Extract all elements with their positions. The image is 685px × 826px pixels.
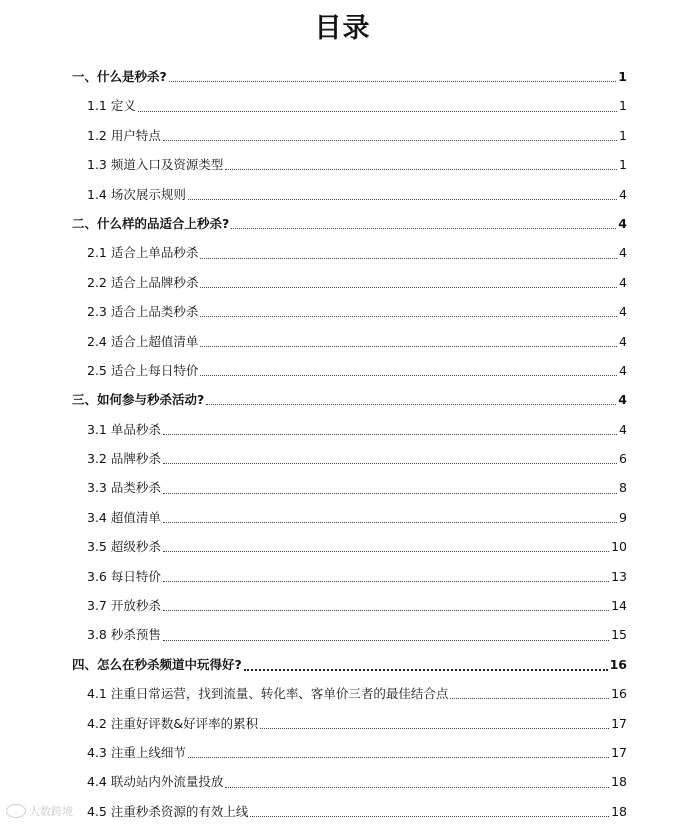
toc-page-number: 16 xyxy=(609,656,627,672)
toc-page-number: 4 xyxy=(619,274,627,290)
toc-dot-leader xyxy=(260,728,609,729)
toc-entry-label: 2.4 适合上超值清单 xyxy=(87,333,199,349)
toc-entry-label: 3.5 超级秒杀 xyxy=(87,539,161,555)
toc-entry-label: 二、什么样的品适合上秒杀? xyxy=(72,215,230,231)
toc-page-number: 17 xyxy=(611,744,627,760)
table-of-contents xyxy=(72,62,627,826)
toc-section-entry[interactable] xyxy=(72,532,627,561)
toc-chapter-entry[interactable] xyxy=(72,385,627,414)
toc-section-entry[interactable] xyxy=(72,91,627,120)
toc-dot-leader xyxy=(163,581,609,582)
toc-dot-leader xyxy=(163,551,609,552)
toc-entry-label: 3.3 品类秒杀 xyxy=(87,480,161,496)
toc-dot-leader xyxy=(200,346,617,347)
toc-dot-leader xyxy=(225,787,609,788)
toc-dot-leader xyxy=(163,640,609,641)
toc-page-number: 4 xyxy=(619,186,627,202)
toc-entry-label: 三、如何参与秒杀活动? xyxy=(72,392,205,408)
toc-section-entry[interactable] xyxy=(72,415,627,444)
toc-entry-label: 3.8 秒杀预售 xyxy=(87,627,161,643)
toc-section-entry[interactable] xyxy=(72,591,627,620)
toc-section-entry[interactable] xyxy=(72,356,627,385)
toc-entry-label: 1.1 定义 xyxy=(87,98,136,114)
toc-dot-leader xyxy=(163,610,609,611)
toc-dot-leader xyxy=(169,81,617,82)
toc-page-number: 4 xyxy=(619,362,627,378)
toc-entry-label: 3.2 品牌秒杀 xyxy=(87,451,161,467)
toc-dot-leader xyxy=(200,258,617,259)
toc-entry-label: 2.3 适合上品类秒杀 xyxy=(87,304,199,320)
toc-page-number: 4 xyxy=(619,304,627,320)
toc-entry-label: 2.2 适合上品牌秒杀 xyxy=(87,274,199,290)
watermark xyxy=(6,803,73,819)
toc-entry-label: 3.7 开放秒杀 xyxy=(87,598,161,614)
toc-dot-leader xyxy=(200,375,617,376)
toc-dot-leader xyxy=(163,493,617,494)
toc-dot-leader xyxy=(200,287,617,288)
toc-page-number: 1 xyxy=(619,157,627,173)
toc-page-number: 13 xyxy=(611,568,627,584)
toc-section-entry[interactable] xyxy=(72,444,627,473)
toc-dot-leader xyxy=(138,111,617,112)
toc-dot-leader xyxy=(244,669,608,671)
toc-page-number: 8 xyxy=(619,480,627,496)
toc-dot-leader xyxy=(231,228,616,229)
toc-chapter-entry[interactable] xyxy=(72,650,627,679)
toc-dot-leader xyxy=(163,522,617,523)
toc-section-entry[interactable] xyxy=(72,738,627,767)
toc-page-number: 1 xyxy=(618,69,627,84)
toc-dot-leader xyxy=(250,816,609,817)
toc-page-number: 4 xyxy=(619,333,627,349)
toc-section-entry[interactable] xyxy=(72,238,627,267)
toc-page-number: 14 xyxy=(611,598,627,614)
toc-page-number: 4 xyxy=(619,245,627,261)
toc-entry-label: 1.2 用户特点 xyxy=(87,127,161,143)
toc-page-number: 4 xyxy=(618,392,627,408)
toc-page-number: 1 xyxy=(619,127,627,143)
toc-section-entry[interactable] xyxy=(72,150,627,179)
toc-section-entry[interactable] xyxy=(72,767,627,796)
toc-section-entry[interactable] xyxy=(72,180,627,209)
toc-entry-label: 3.6 每日特价 xyxy=(87,568,161,584)
toc-entry-label: 2.1 适合上单品秒杀 xyxy=(87,245,199,261)
toc-page-number: 4 xyxy=(618,215,627,231)
toc-dot-leader xyxy=(225,169,617,170)
toc-section-entry[interactable] xyxy=(72,620,627,649)
toc-page-number: 18 xyxy=(611,803,627,819)
toc-dot-leader xyxy=(188,757,609,758)
toc-page-number: 17 xyxy=(611,715,627,731)
toc-page-number: 18 xyxy=(611,774,627,790)
toc-entry-label: 4.5 注重秒杀资源的有效上线 xyxy=(87,803,249,819)
toc-dot-leader xyxy=(450,698,609,699)
toc-page-number: 16 xyxy=(611,686,627,702)
watermark-text: 大数跨境 xyxy=(29,805,73,818)
toc-entry-label: 4.1 注重日常运营，找到流量、转化率、客单价三者的最佳结合点 xyxy=(87,686,449,702)
toc-dot-leader xyxy=(163,434,617,435)
toc-dot-leader xyxy=(200,316,617,317)
toc-section-entry[interactable] xyxy=(72,268,627,297)
toc-section-entry[interactable] xyxy=(72,679,627,708)
toc-page-number: 1 xyxy=(619,98,627,114)
toc-chapter-entry[interactable] xyxy=(72,62,627,91)
toc-entry-label: 2.5 适合上每日特价 xyxy=(87,362,199,378)
toc-section-entry[interactable] xyxy=(72,473,627,502)
toc-section-entry[interactable] xyxy=(72,503,627,532)
toc-entry-label: 一、什么是秒杀? xyxy=(72,69,167,84)
toc-dot-leader xyxy=(206,404,616,405)
toc-dot-leader xyxy=(163,140,617,141)
toc-section-entry[interactable] xyxy=(72,797,627,826)
toc-dot-leader xyxy=(188,199,617,200)
toc-section-entry[interactable] xyxy=(72,297,627,326)
toc-chapter-entry[interactable] xyxy=(72,209,627,238)
toc-entry-label: 1.4 场次展示规则 xyxy=(87,186,186,202)
toc-page-number: 6 xyxy=(619,451,627,467)
toc-page-number: 10 xyxy=(611,539,627,555)
toc-entry-label: 4.2 注重好评数&好评率的累积 xyxy=(87,715,259,731)
toc-entry-label: 3.1 单品秒杀 xyxy=(87,421,161,437)
brand-logo-icon xyxy=(6,804,26,818)
toc-entry-label: 1.3 频道入口及资源类型 xyxy=(87,157,224,173)
toc-page-number: 15 xyxy=(611,627,627,643)
toc-dot-leader xyxy=(163,463,617,464)
toc-entry-label: 四、怎么在秒杀频道中玩得好? xyxy=(72,656,242,672)
toc-section-entry[interactable] xyxy=(72,327,627,356)
toc-section-entry[interactable] xyxy=(72,562,627,591)
toc-entry-label: 3.4 超值清单 xyxy=(87,509,161,525)
toc-entry-label: 4.4 联动站内外流量投放 xyxy=(87,774,224,790)
page-title: 目录 xyxy=(314,13,371,44)
toc-section-entry[interactable] xyxy=(72,709,627,738)
toc-entry-label: 4.3 注重上线细节 xyxy=(87,744,186,760)
toc-section-entry[interactable] xyxy=(72,121,627,150)
toc-page-number: 9 xyxy=(619,509,627,525)
toc-page-number: 4 xyxy=(619,421,627,437)
